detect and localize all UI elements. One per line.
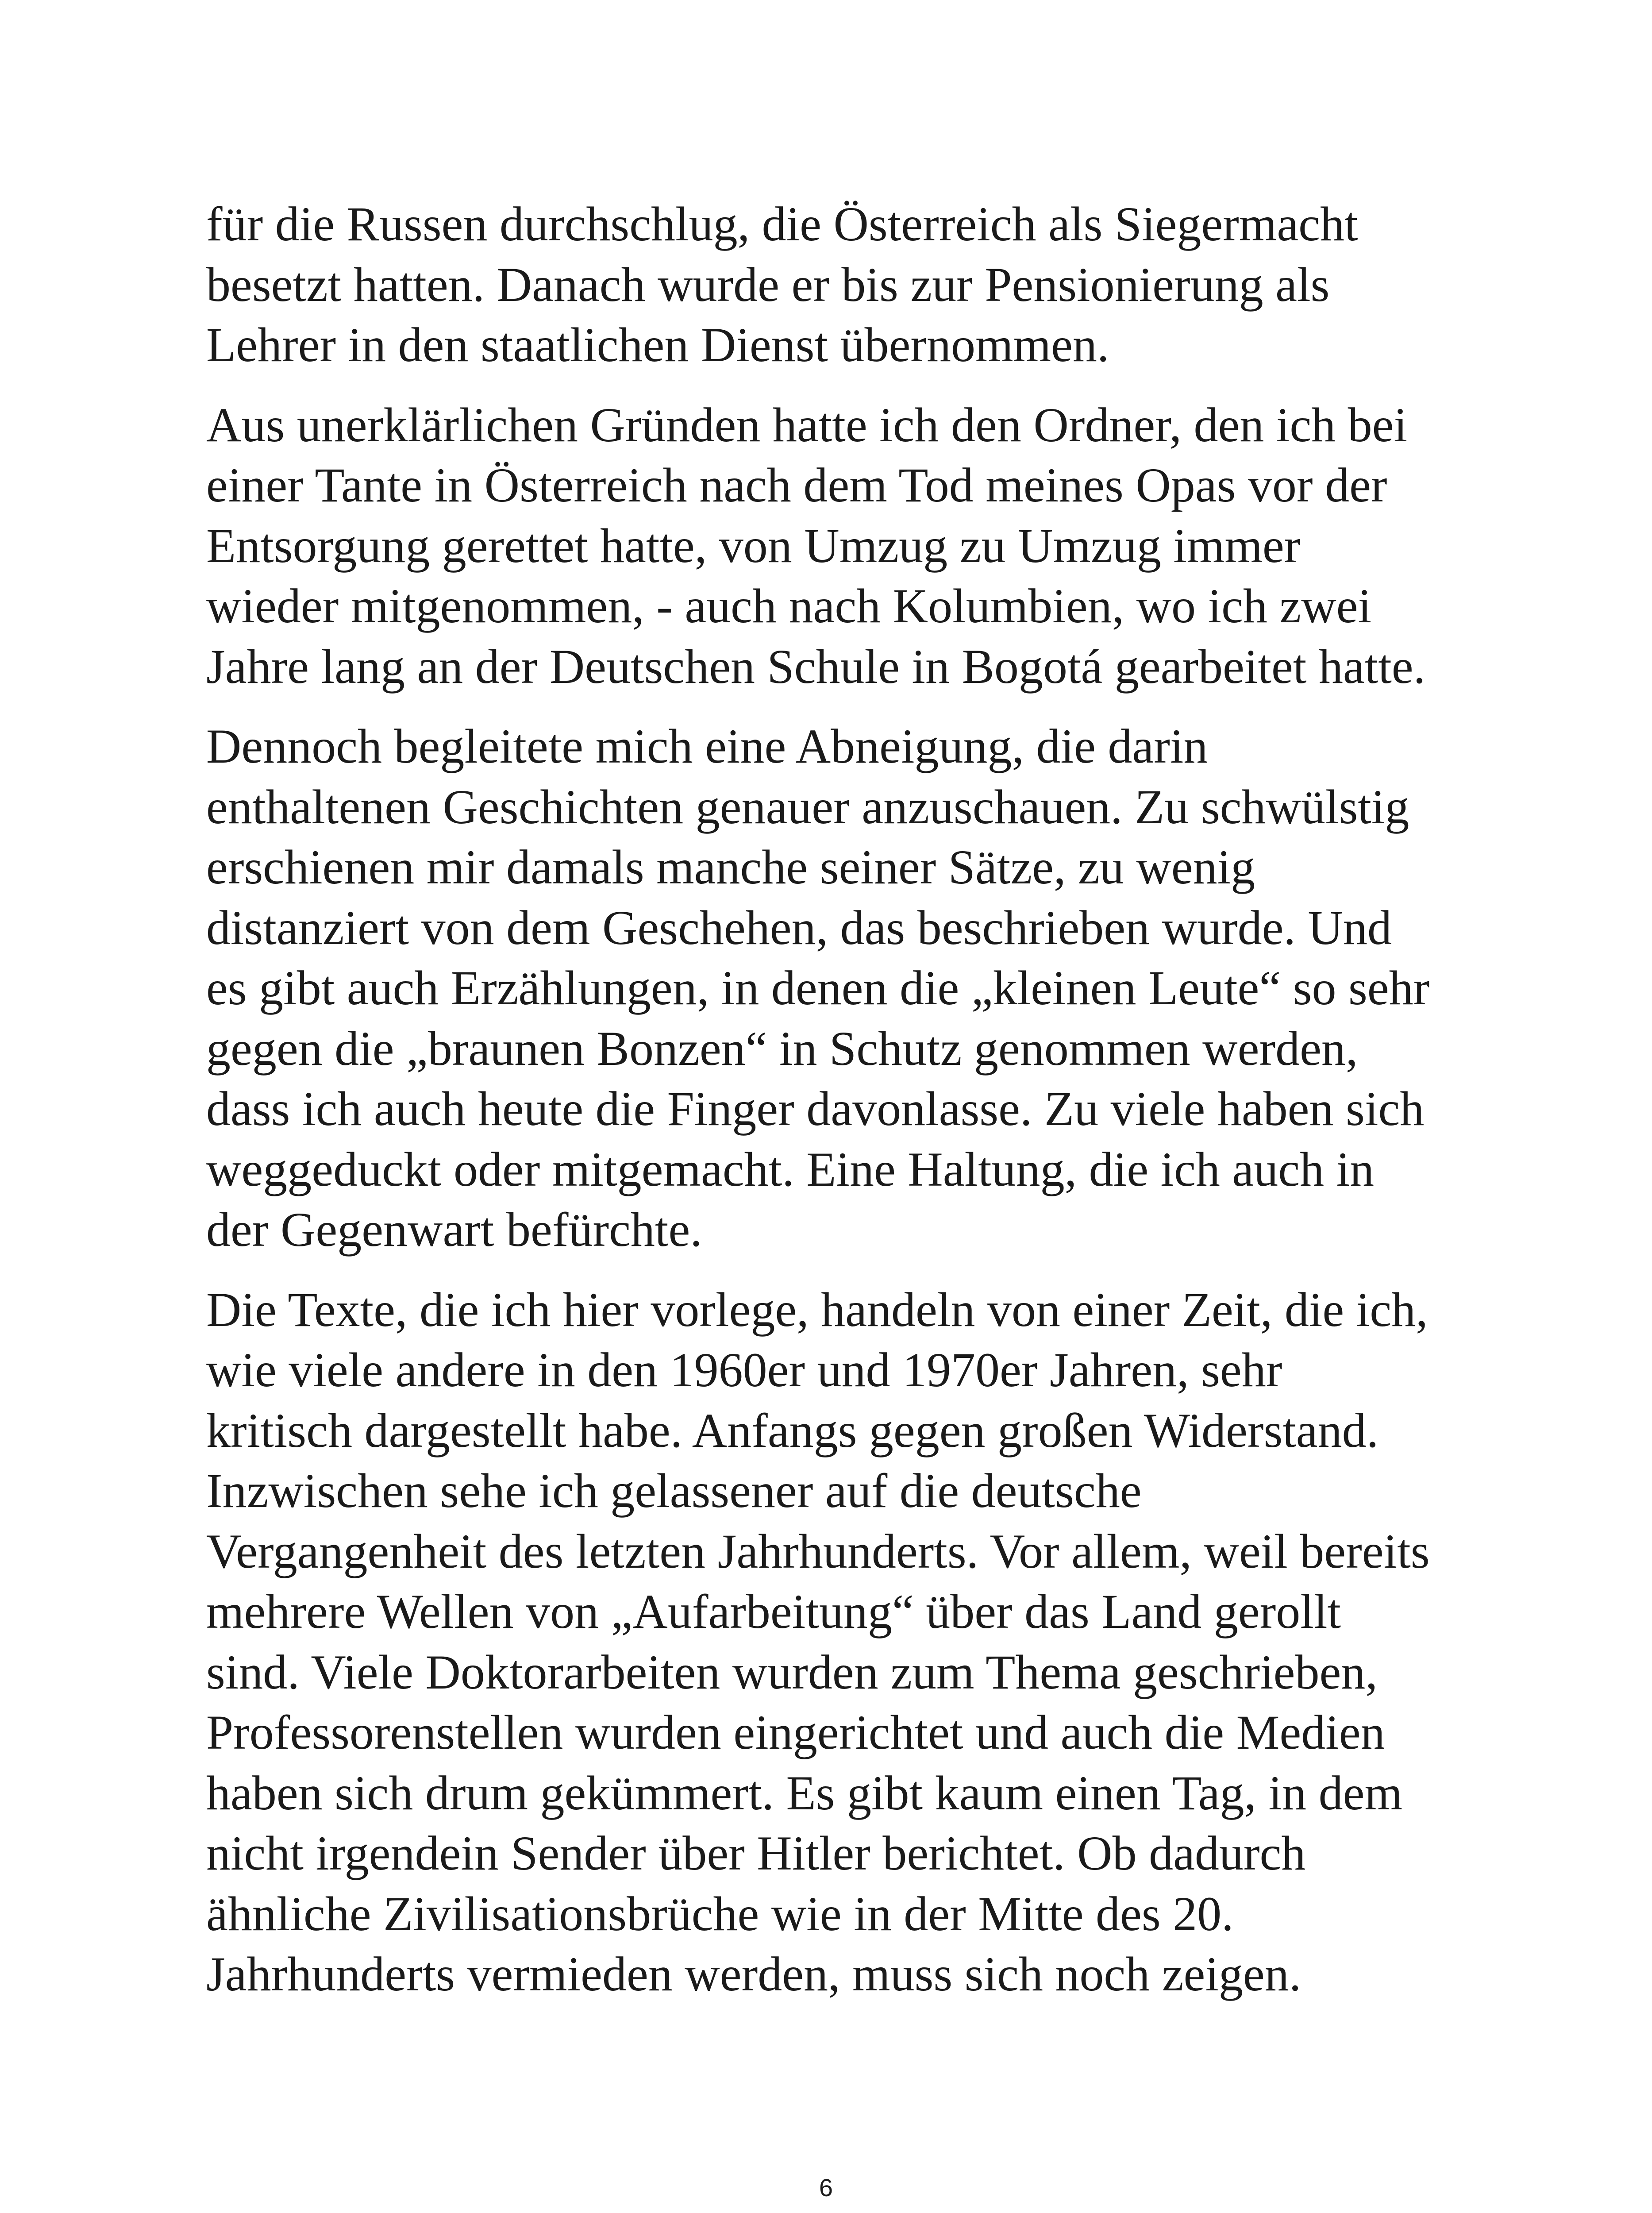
text-line: nicht irgendein Sender über Hitler berichtet. Ob dadurch: [206, 1826, 1306, 1880]
paragraph-2: [206, 395, 1534, 697]
text-line: Die Texte, die ich hier vorlege, handeln von einer Zeit, die ich,: [206, 1282, 1428, 1337]
text-line: einer Tante in Österreich nach dem Tod meines Opas vor der: [206, 458, 1387, 512]
text-line: erschienen mir damals manche seiner Sätze, zu wenig: [206, 840, 1255, 894]
text-line: Professorenstellen wurden eingerichtet und auch die Medien: [206, 1705, 1385, 1759]
text-line: für die Russen durchschlug, die Österreich als Siegermacht: [206, 197, 1358, 251]
text-line: weggeduckt oder mitgemacht. Eine Haltung, die ich auch in: [206, 1142, 1375, 1196]
text-line: Jahrhunderts vermieden werden, muss sich noch zeigen.: [206, 1947, 1302, 2001]
text-line: Lehrer in den staatlichen Dienst übernommen.: [206, 318, 1109, 372]
text-line: haben sich drum gekümmert. Es gibt kaum einen Tag, in dem: [206, 1766, 1403, 1820]
text-line: Dennoch begleitete mich eine Abneigung, die darin: [206, 719, 1208, 773]
text-line: sind. Viele Doktorarbeiten wurden zum Thema geschrieben,: [206, 1645, 1378, 1699]
text-line: ähnliche Zivilisationsbrüche wie in der Mitte des 20.: [206, 1886, 1234, 1941]
text-line: besetzt hatten. Danach wurde er bis zur Pensionierung als: [206, 257, 1330, 312]
text-line: enthaltenen Geschichten genauer anzuschauen. Zu schwülstig: [206, 779, 1409, 834]
text-line: der Gegenwart befürchte.: [206, 1203, 702, 1257]
text-line: wie viele andere in den 1960er und 1970er Jahren, sehr: [206, 1343, 1282, 1397]
text-line: Vergangenheit des letzten Jahrhunderts. Vor allem, weil bereits: [206, 1524, 1430, 1578]
text-line: wieder mitgenommen, - auch nach Kolumbien, wo ich zwei: [206, 579, 1372, 633]
text-line: Entsorgung gerettet hatte, von Umzug zu Umzug immer: [206, 518, 1301, 573]
text-line: Inzwischen sehe ich gelassener auf die deutsche: [206, 1464, 1142, 1518]
paragraph-1: [206, 194, 1534, 375]
text-line: kritisch dargestellt habe. Anfangs gegen großen Widerstand.: [206, 1403, 1379, 1457]
text-line: Aus unerklärlichen Gründen hatte ich den Ordner, den ich bei: [206, 397, 1408, 452]
text-line: distanziert von dem Geschehen, das beschrieben wurde. Und: [206, 900, 1392, 955]
text-line: mehrere Wellen von „Aufarbeitung“ über das Land gerollt: [206, 1585, 1341, 1639]
text-line: es gibt auch Erzählungen, in denen die „kleinen Leute“ so sehr: [206, 961, 1430, 1015]
text-line: Jahre lang an der Deutschen Schule in Bogotá gearbeitet hatte.: [206, 639, 1426, 694]
paragraph-4: [206, 1280, 1534, 2005]
text-line: dass ich auch heute die Finger davonlasse. Zu viele haben sich: [206, 1082, 1425, 1136]
text-line: gegen die „braunen Bonzen“ in Schutz genommen werden,: [206, 1021, 1358, 1076]
page-number: 6: [819, 2174, 833, 2201]
paragraph-3: [206, 716, 1534, 1260]
body-text: [206, 194, 1534, 2024]
